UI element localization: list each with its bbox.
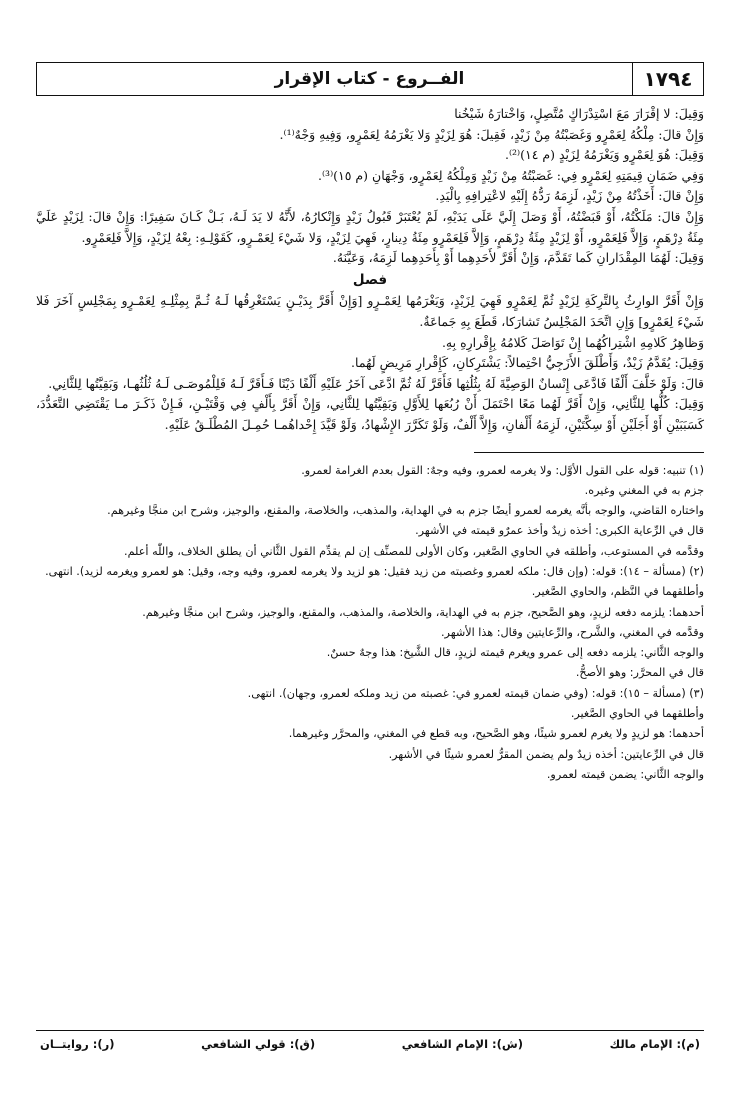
footnote-line: واختاره القاضي، والوجه بأنَّه يغرمه لعمرو أيضًا جزم به في الهداية، والمذهب، والخلاصة، والمقنع، والوجيز، وشرح ابن منجَّا وغيرهم. (107, 504, 704, 518)
page-number: ١٧٩٤ (632, 63, 703, 95)
footnote-line: والوجه الثَّاني: يضمن قيمته لعمرو. (546, 767, 704, 781)
footnote-line: وأطلقهما في النَّظم، والحاوي الصَّغير. (531, 585, 704, 599)
footnote-divider (474, 452, 704, 453)
body-paragraph: وَفِي ضَمَانِ قِيمَتِهِ لِعَمْرٍو فِي: غَصَبْتُهُ مِنْ زَيْدٍ وَمِلْكُهُ لِعَمْرٍو، وَجْهَانِ (م ١٥)⁽³⁾. (318, 167, 704, 183)
footnote-line: أحدهما: هو لزيدٍ ولا يغرم لعمرو شيئًا، وهو الصَّحيح، وبه قطع في المغني، والمحرَّر وغيرهما. (288, 727, 704, 741)
section-heading: فصل (352, 271, 388, 288)
body-paragraph: وَإِنْ قالَ: مِلْكُهُ لِعَمْرٍو وَغَصَبْتُهُ مِنْ زَيْدٍ، فَقِيلَ: هُوَ لِزَيْدٍ وَلا يَغْرَمُهُ لِعَمْرٍو، وَفِيهِ وَجْهٌ⁽¹⁾. (279, 126, 704, 142)
body-paragraph: وَقِيلَ: هُوَ لِعَمْرٍو وَيَغْرَمُهُ لِزَيْدٍ (م ١٤)⁽²⁾. (504, 147, 704, 163)
legend-item: (ق): قولي الشافعي (201, 1037, 316, 1051)
body-paragraph: وَإِنْ أَقَرَّ الوارِثُ بِالتَّرِكَةِ لِزَيْدٍ ثُمَّ لِعَمْرٍو فَهِيَ لِزَيْدٍ، وَيَغْرَمُها لِعَمْـرٍو [وَإِنْ أَقَرَّ بِدَيْـنٍ يَسْتَغْرِقُها لَـهُ ثُـمَّ بِمِثْلِـهِ لِعَمْـرٍو بِمَجْلِسٍ آخَرَ فَلا شَيْءَ لِعَمْرٍو] وَإِنِ اتَّحَدَ المَجْلِسُ تَشارَكا، قَطَعَ بِهِ جَماعَةٌ. (36, 293, 704, 329)
page-header (36, 62, 704, 96)
main-text (36, 104, 704, 436)
footnote-line: وقدَّمه في المستوعب، وأطلقه في الحاوي الصَّغير، وكان الأولى للمصنِّف إن لم يقدِّم القول الثَّاني أن يطلق الخلاف، واللّٰه أعلم. (124, 544, 704, 558)
footnote-line: (١) تنبيه: قوله على القول الأوَّل: ولا يغرمه لعمرو، وفيه وجهٌ: القول بعدم الغرامة لعمرو. (301, 463, 704, 477)
footnote-line: أحدهما: يلزمه دفعه لزيدٍ، وهو الصَّحيح، جزم به في الهداية، والخلاصة، والمذهب، والمقنع، والوجيز، وشرح ابن منجَّا وغيرهم. (142, 605, 704, 619)
body-paragraph: وَقِيلَ: لا إقْرَارَ مَعَ اسْتِدْرَاكٍ مُتَّصِلٍ، وَاخْتارَهُ شَيْخُنا (454, 106, 704, 121)
body-paragraph: وَإِنْ قالَ: أَخَذْتُهُ مِنْ زَيْدٍ، لَزِمَهُ رَدُّهُ إِلَيْهِ لاعْتِرافِهِ بِالْيَدِ. (435, 188, 704, 204)
footnote-line: وأطلقهما في الحاوي الصَّغير. (570, 707, 704, 721)
body-paragraph: وَقِيلَ: كُلُّها لِلثَّانِي، وَإِنْ أَقَرَّ لَهُما مَعًا احْتَمَلَ أَنْ رُبُعَها لِلأَوَّلِ وَبَقِيَّتُها لِلثَّانِي، وَإِنْ أَقَرَّ بِأَلْفٍ فِي وَقْتَيْـنِ، فَـإِنْ ذَكَـرَ مـا يَقْتَضِي التَّعَدُّدَ، كَسَبَبَيْنِ أَوْ أَجَلَيْنِ أَوْ سِكَّتَيْنِ، لَزِمَهُ أَلْفانِ، وَإِلاَّ أَلْفٌ، وَلَوْ تَكَرَّرَ الإِشْهادُ، وَلَوْ قَيَّدَ إِحْداهُمـا حُمِـلَ المُطْلَـقُ عَلَيْهِ. (36, 396, 704, 432)
footnote-line: (٣) (مسألة – ١٥): قوله: (وفي ضمان قيمته لعمرو في: غصبته من زيد وملكه لعمرو، وجهان). انتهى. (247, 686, 704, 700)
body-paragraph: وَقِيلَ: لَهُمَا المِقْدَارانِ كَما تَقَدَّمَ، وَإِنْ أَقَرَّ لأَحَدِهِما أَوْ بِأَحَدِهِما لَزِمَهُ، وَعَيَّنَهُ. (332, 250, 704, 266)
footnote-line: قال في المحرَّر: وهو الأصحُّ. (575, 666, 704, 680)
page-title: الفــروع - كتاب الإقرار (274, 69, 465, 89)
body-paragraph: وَظاهِرُ كَلامِهِ اشْتِراكُهُما إِنْ تَوَاصَلَ كَلامُهُ بِإِقْرارِهِ بِهِ. (441, 334, 704, 350)
page (36, 62, 704, 1062)
footnote-line: قال في الرِّعاية الكبرى: أخذه زيدٌ وأخذ عمرٌو قيمته في الأشهر. (415, 524, 704, 538)
footnotes (36, 461, 704, 786)
footnote-line: والوجه الثَّاني: يلزمه دفعه إلى عمرو ويغرم قيمته لزيدٍ، قال الشَّيخ: هذا وجهٌ حسنٌ. (326, 646, 704, 660)
footnote-line: قال في الرِّعايتين: أخذه زيدٌ ولم يضمن المقرُّ لعمرو شيئًا في الأشهر. (388, 747, 704, 761)
legend-item: (م): الإمام مالك (609, 1037, 700, 1051)
footnote-line: جزم به في المغني وغيره. (584, 483, 704, 497)
abbreviation-legend (36, 1030, 704, 1051)
footnote-line: (٢) (مسألة – ١٤): قوله: (وإن قال: ملكه لعمرو وغصبته من زيد فقيل: هو لزيد ولا يغرمه لعمرو، وفيه وجه، وقيل: هو لعمرو ويغرمه لزيد). انتهى. (45, 564, 704, 578)
body-paragraph: وَقِيلَ: يُقَدَّمُ زَيْدٌ، وَأَطْلَقَ الأَزَجِيُّ احْتِمالاً: يَشْتَرِكانِ، كَإِقْرارِ مَرِيضٍ لَهُما. (351, 355, 704, 371)
legend-item: (ر): روايتــان (40, 1037, 115, 1051)
legend-item: (ش): الإمام الشافعي (401, 1037, 523, 1051)
body-paragraph: قالَ: وَلَوْ خَلَّفَ أَلْفًا فَادَّعَى إِنْسانٌ الوَصِيَّةَ لَهُ بِثُلُثِها فَأَقَرَّ لَهُ ثُمَّ ادَّعَى آخَرُ عَلَيْهِ أَلْفًا دَيْنًا فَـأَقَرَّ لَـهُ فَلِلْمُوصَـى لَـهُ ثُلُثُهـا، وَبَقِيَّتُها لِلثَّانِي. (48, 375, 704, 391)
footnote-line: وقدَّمه في المغني، والشَّرح، والرِّعايتين وقال: هذا الأشهر. (440, 625, 704, 639)
body-paragraph: وَإِنْ قالَ: مَلَكْتُهُ، أَوْ قَبَضْتُهُ، أَوْ وَصَلَ إِلَيَّ عَلَى يَدَيْهِ، لَمْ يُعْتَبَرْ قَبُولُ زَيْدٍ وَإِنْكارُهُ، لأَنَّهُ لا يَدَ لَـهُ، بَـلْ كَـانَ سَفِيرًا: وَإِنْ قالَ: لِزَيْدٍ عَلَيَّ مِئَةُ دِرْهَمٍ، وَإِلاَّ فَلِعَمْرٍو، أَوْ لِزَيْدٍ مِئَةُ دِرْهَمٍ، وَإِلاَّ فَلِعَمْرٍو مِئَةُ دِينارٍ، فَهِيَ لِزَيْدٍ، وَلا شَيْءَ لِعَمْـرٍو، كَقَوْلِـهِ: بِعْهُ لِزَيْدٍ، وَإِلاَّ فَلِعَمْرٍو. (36, 208, 704, 245)
